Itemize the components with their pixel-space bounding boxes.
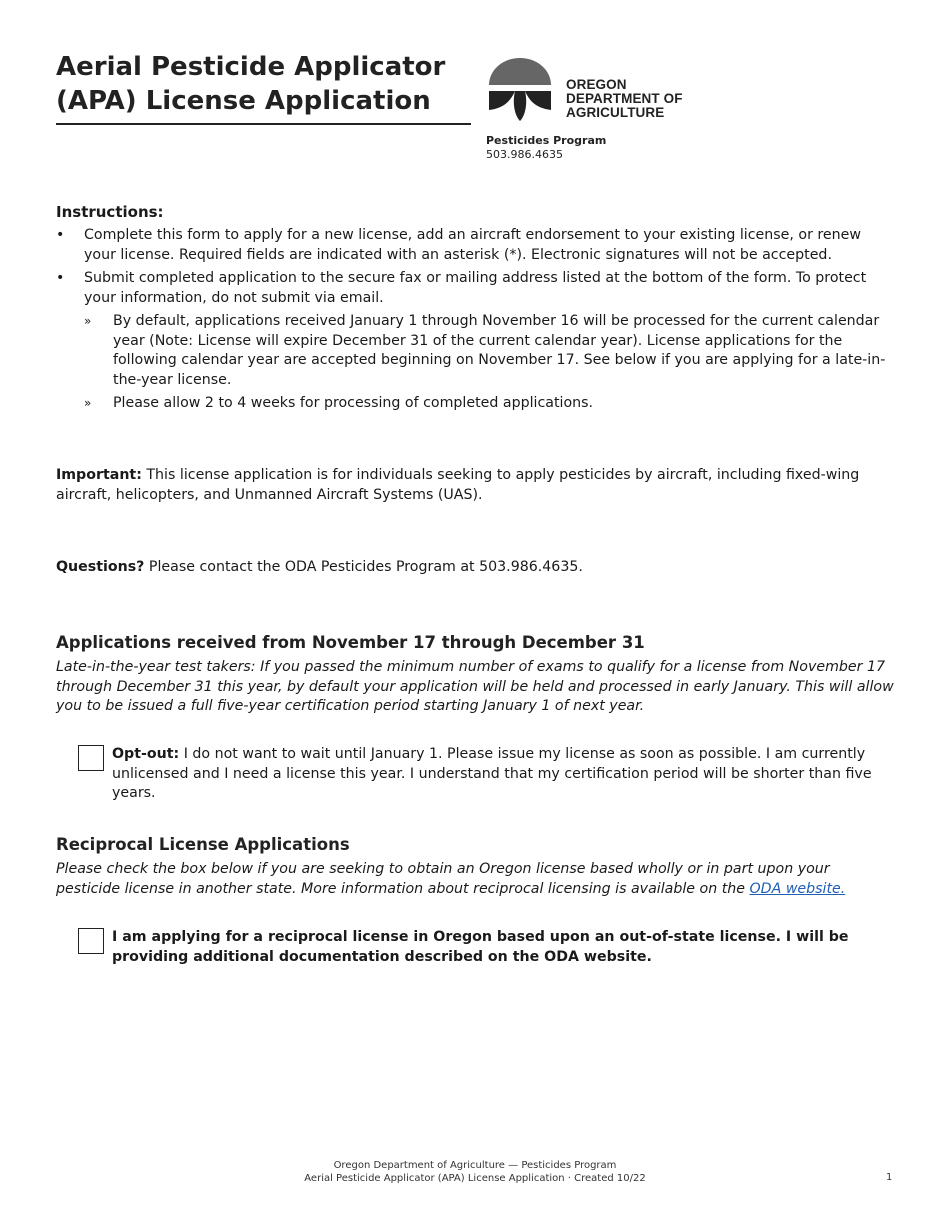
instructions-heading: Instructions: [56,203,164,221]
page-number: 1 [886,1172,893,1183]
program-contact [486,134,606,162]
subbullet-mark: » [84,314,92,328]
bullet-mark: • [56,227,65,243]
subbullet-mark: » [84,396,92,410]
page-footer [0,1159,950,1185]
reciprocal-heading: Reciprocal License Applications [56,835,350,854]
subbullet-text: Please allow 2 to 4 weeks for processing of completed applications. [113,395,594,411]
subbullet-text: By default, applications received January 1 through November 16 will be processed for the current calendar year (Note: License will expire December 31 of the current calendar year). License applications for the following calendar year are accepted beginning on November 17. See below if you are applying for a late-in-the-year license. [113,313,886,388]
late-year-heading: Applications received from November 17 through December 31 [56,633,645,652]
reciprocal-checkbox[interactable] [78,928,104,954]
logo-text-oregon: OREGON [566,77,627,92]
oda-logo [487,58,717,122]
optout-label: Opt-out: [112,746,180,762]
questions-label: Questions? [56,559,145,575]
reciprocal-description-text: Please check the box below if you are seeking to obtain an Oregon license based wholly or in part upon your pesticide license in another state. More information about reciprocal licensing is available on the [56,861,830,897]
questions-text: Please contact the ODA Pesticides Program at 503.986.4635. [144,559,583,575]
title-line-2: (APA) License Application [56,86,431,116]
page-title [56,50,470,118]
instruction-subbullet [56,394,896,414]
instruction-bullet [56,226,896,265]
instruction-bullet [56,269,896,308]
title-divider [56,123,471,125]
important-label: Important: [56,467,142,483]
bullet-text: Complete this form to apply for a new license, add an aircraft endorsement to your existing license, or renew your license. Required fields are indicated with an asterisk (*). Electronic signatures will not be accepted. [84,227,861,263]
title-line-1: Aerial Pesticide Applicator [56,52,446,82]
logo-text-department: DEPARTMENT OF [566,91,683,106]
reciprocal-checkbox-text: I am applying for a reciprocal license in Oregon based upon an out-of-state license. I will be providing additional documentation described on the ODA website. [112,929,849,965]
optout-checkbox[interactable] [78,745,104,771]
logo-text-agriculture: AGRICULTURE [566,105,665,120]
bullet-mark: • [56,270,65,286]
important-note [56,466,896,505]
program-name: Pesticides Program [486,134,607,147]
logo-wordmark [566,78,683,120]
questions-note [56,558,896,578]
bullet-text: Submit completed application to the secure fax or mailing address listed at the bottom of the form. To protect your information, do not submit via email. [84,270,867,306]
oda-website-link[interactable]: ODA website. [749,880,846,897]
footer-line-1: Oregon Department of Agriculture — Pesticides Program [333,1160,617,1171]
late-year-description: Late-in-the-year test takers: If you passed the minimum number of exams to qualify for a license from November 17 through December 31 this year, by default your application will be held and processed in early January. This will allow you to be issued a full five-year certification period starting January 1 of next year. [56,659,894,714]
reciprocal-description [56,860,896,899]
important-text: This license application is for individuals seeking to apply pesticides by aircraft, including fixed-wing aircraft, helicopters, and Unmanned Aircraft Systems (UAS). [56,467,860,503]
oda-logo-icon [487,58,553,122]
optout-text [112,745,882,804]
footer-line-2: Aerial Pesticide Applicator (APA) License Application · Created 10/22 [304,1173,646,1184]
optout-description: I do not want to wait until January 1. Please issue my license as soon as possible. I am currently unlicensed and I need a license this year. I understand that my certification period will be shorter than five years. [112,746,872,801]
instructions-section [56,202,896,418]
program-phone: 503.986.4635 [486,148,563,161]
instruction-subbullet [56,312,896,390]
